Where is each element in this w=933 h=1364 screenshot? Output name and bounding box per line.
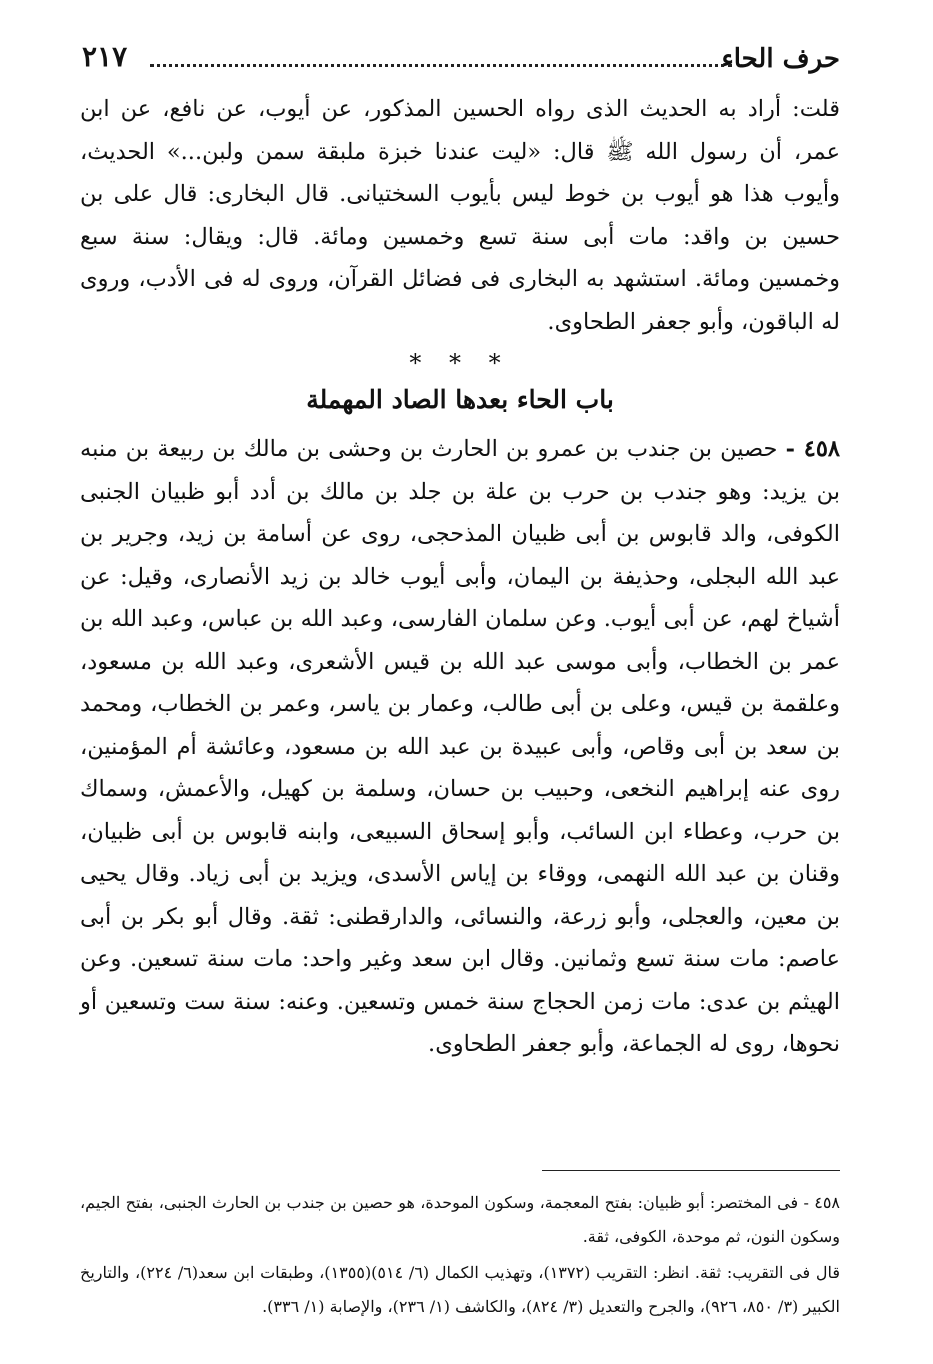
- footnotes: [80, 1186, 840, 1324]
- footnote-divider: [542, 1170, 840, 1171]
- footnote: ٤٥٨ - فى المختصر: أبو ظبيان: بفتح المعجمة، وسكون الموحدة، هو حصين بن جندب بن الحارث الجنبى، بفتح الجيم، وسكون النون، ثم موحدة، الكوفى، ثقة.: [80, 1193, 841, 1246]
- leader-dots: [150, 64, 732, 67]
- page-header: [80, 36, 840, 84]
- footnote: قال فى التقريب: ثقة. انظر: التقريب (١٣٧٢)، وتهذيب الكمال (٦/ ٥١٤)(١٣٥٥)، وطبقات ابن سعد(٦/ ٢٢٤)، والتاريخ الكبير (٣/ ٨٥٠، ٩٢٦)، والجرح والتعديل (٣/ ٨٢٤)، والكاشف (١/ ٢٣٦)، والإصابة (١/ ٣٣٦).: [80, 1263, 841, 1316]
- entry-text: حصين بن جندب بن عمرو بن الحارث بن وحشى بن مالك بن ربيعة بن منبه بن يزيد: وهو جندب بن حرب بن علة بن جلد بن مالك بن أدد أبو ظبيان الجنبى الكوفى، والد قابوس بن أبى ظبيان المذحجى، روى عن أسامة بن زيد، وجرير بن عبد الله البجلى، وحذيفة بن اليمان، وأبى أيوب خالد بن زيد الأنصارى، وقيل: عن أشياخ لهم، عن أبى أيوب. وعن سلمان الفارسى، وعبد الله بن عباس، وعبد الله بن عمر بن الخطاب، وأبى موسى عبد الله بن قيس الأشعرى، وعبد الله بن مسعود، وعلقمة بن قيس، وعلى بن أبى طالب، وعمار بن ياسر، وعمر بن الخطاب، ومحمد بن سعد بن أبى وقاص، وأبى عبيدة بن عبد الله بن مسعود، وعائشة أم المؤمنين، روى عنه إبراهيم النخعى، وحبيب بن حسان، وسلمة بن كهيل، والأعمش، وسماك بن حرب، وعطاء ابن السائب، وأبو إسحاق السبيعى، وابنه قابوس بن أبى ظبيان، وقنان بن عبد الله النهمى، ووقاء بن إياس الأسدى، ويزيد بن أبى زياد. وقال يحيى بن معين، والعجلى، وأبو زرعة، والنسائى، والدارقطنى: ثقة. وقال أبو بكر بن أبى عاصم: مات سنة تسع وثمانين. وقال ابن سعد وغير واحد: مات سنة تسعين. وعن الهيثم بن عدى: مات زمن الحجاج سنة خمس وتسعين. وعنه: سنة ست وتسعين أو نحوها، روى له الجماعة، وأبو جعفر الطحاوى.: [80, 436, 840, 1057]
- section-separator: * * *: [409, 349, 511, 377]
- running-title: حرف الحاء: [721, 44, 840, 74]
- biography-entry: [80, 428, 840, 1066]
- page-number: ٢١٧: [82, 40, 128, 73]
- book-page: [80, 36, 841, 1316]
- continuation-paragraph: قلت: أراد به الحديث الذى رواه الحسين المذكور، عن أيوب، عن نافع، عن ابن عمر، أن رسول الله ﷺ قال: «ليت عندنا خبزة ملبقة سمن ولبن...» الحديث، وأيوب هذا هو أيوب بن خوط ليس بأيوب السختيانى. قال البخارى: قال على بن حسين بن واقد: مات أبى سنة تسع وخمسين ومائة. قال: ويقال: سنة سبع وخمسين ومائة. استشهد به البخارى فى فضائل القرآن، وروى له فى الأدب، وروى له الباقون، وأبو جعفر الطحاوى.: [80, 96, 840, 335]
- section-heading: باب الحاء بعدها الصاد المهملة: [306, 385, 614, 414]
- entry-number: ٤٥٨ -: [785, 436, 840, 462]
